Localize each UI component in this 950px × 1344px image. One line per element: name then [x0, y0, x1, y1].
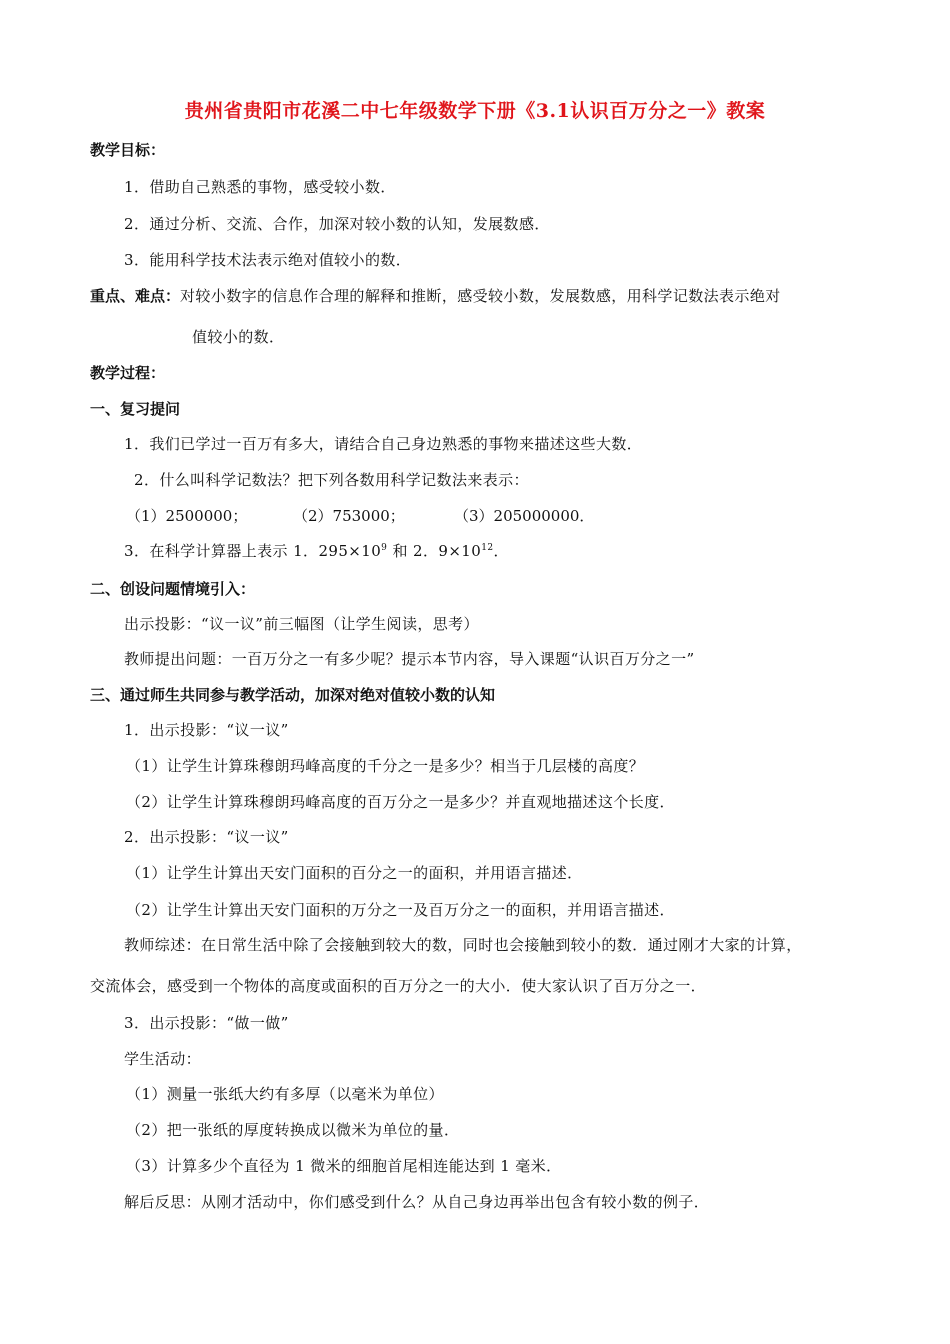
paragraph: （3）计算多少个直径为 1 微米的细胞首尾相连能达到 1 毫米．	[126, 1157, 562, 1175]
goal-item: 2．通过分析、交流、合作，加深对较小数的认知，发展数感．	[124, 215, 550, 233]
key-points-text: 对较小数字的信息作合理的解释和推断，感受较小数，发展数感，用科学记数法表示绝对	[180, 287, 781, 305]
exponent: 12	[481, 543, 494, 553]
review-item	[124, 540, 509, 561]
goal-item: 3．能用科学技术法表示绝对值较小的数．	[124, 251, 412, 269]
paragraph: 2．出示投影：“议一议”	[124, 828, 289, 846]
paragraph: 3．出示投影：“做一做”	[124, 1014, 289, 1032]
paragraph: 教师提出问题：一百万分之一有多少呢？提示本节内容，导入课题“认识百万分之一”	[124, 650, 695, 668]
section-heading: 教学目标：	[90, 141, 166, 159]
review-item: 2．什么叫科学记数法？把下列各数用科学记数法来表示：	[134, 471, 529, 489]
paragraph: 学生活动：	[124, 1050, 202, 1068]
exponent: 9	[381, 543, 388, 553]
goal-item: 1．借助自己熟悉的事物，感受较小数．	[124, 178, 396, 196]
section-heading: 一、复习提问	[90, 400, 181, 418]
review-item-text-a: 3．在科学计算器上表示 1．295×10	[124, 542, 382, 560]
key-points-label: 重点、难点：	[90, 287, 181, 305]
paragraph: （1）让学生计算出天安门面积的百分之一的面积，并用语言描述．	[126, 864, 583, 882]
review-item: 1．我们已学过一百万有多大，请结合自己身边熟悉的事物来描述这些大数．	[124, 435, 643, 453]
paragraph: 教师综述：在日常生活中除了会接触到较大的数，同时也会接触到较小的数．通过刚才大家的计算，	[124, 936, 802, 954]
document-title: 贵州省贵阳市花溪二中七年级数学下册《3.1认识百万分之一》教案	[184, 100, 766, 122]
key-points-continuation: 值较小的数．	[192, 328, 285, 346]
paragraph: 交流体会，感受到一个物体的高度或面积的百万分之一的大小．使大家认识了百万分之一．	[90, 977, 707, 995]
paragraph: （2）把一张纸的厚度转换成以微米为单位的量．	[126, 1121, 460, 1139]
review-item-text-b: 和 2．9×10	[387, 542, 482, 560]
review-example: （3）205000000．	[454, 507, 595, 525]
section-heading: 教学过程：	[90, 364, 166, 382]
paragraph: 解后反思：从刚才活动中，你们感受到什么？从自己身边再举出包含有较小数的例子．	[124, 1193, 710, 1211]
paragraph: 出示投影：“议一议”前三幅图（让学生阅读，思考）	[124, 615, 479, 633]
review-item-text-c: ．	[493, 542, 509, 560]
paragraph: 1．出示投影：“议一议”	[124, 721, 289, 739]
key-points	[90, 285, 781, 306]
paragraph: （2）让学生计算出天安门面积的万分之一及百万分之一的面积，并用语言描述．	[126, 901, 675, 919]
paragraph: （2）让学生计算珠穆朗玛峰高度的百万分之一是多少？并直观地描述这个长度．	[126, 793, 675, 811]
paragraph: （1）测量一张纸大约有多厚（以毫米为单位）	[126, 1085, 444, 1103]
review-example: （1）2500000；	[126, 507, 248, 525]
review-example: （2）753000；	[293, 507, 405, 525]
section-heading: 二、创设问题情境引入：	[90, 580, 256, 598]
section-heading: 三、通过师生共同参与教学活动，加深对绝对值较小数的认知	[90, 686, 496, 704]
paragraph: （1）让学生计算珠穆朗玛峰高度的千分之一是多少？相当于几层楼的高度？	[126, 757, 645, 775]
